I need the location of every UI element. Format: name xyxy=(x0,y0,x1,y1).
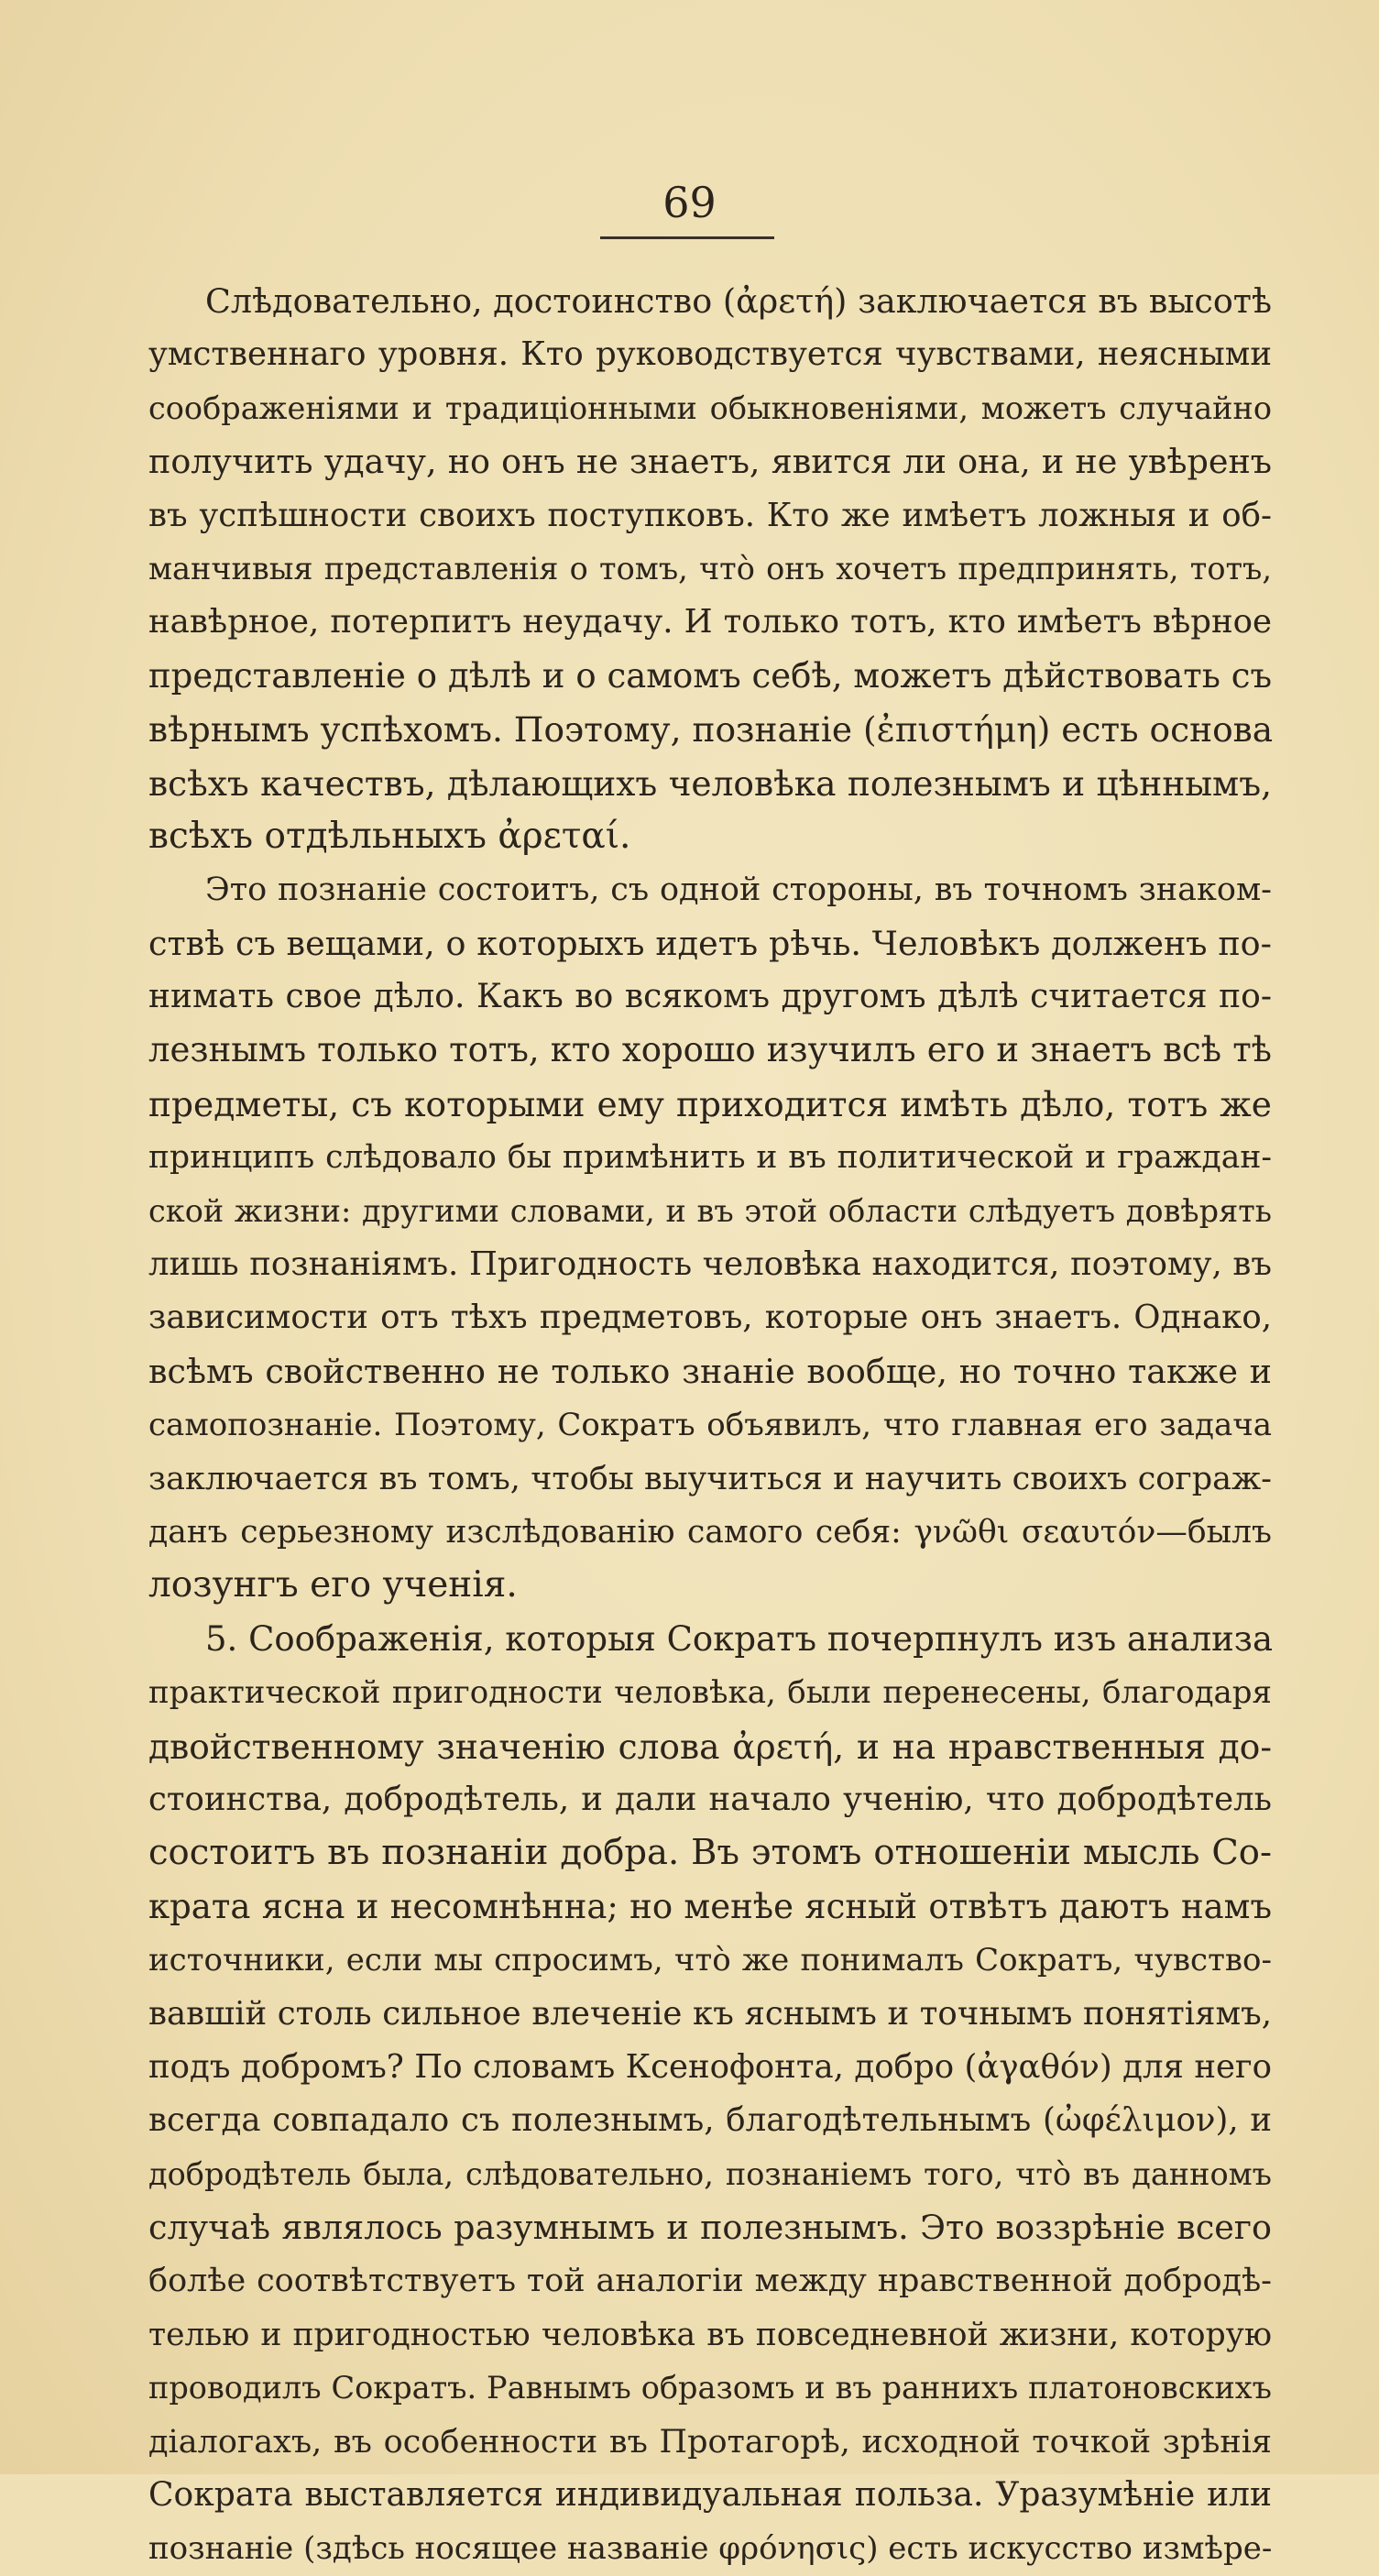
text-line: принципъ слѣдовало бы примѣнить и въ политической и граждан- xyxy=(148,1139,1272,1177)
text-line: представленіе о дѣлѣ и о самомъ себѣ, можетъ дѣйствовать съ xyxy=(148,655,1272,696)
paragraph xyxy=(148,275,1272,863)
text-line: 5. Соображенія, которыя Сократъ почерпнулъ изъ анализа xyxy=(205,1618,1274,1659)
text-line: познаніе (здѣсь носящее названіе φρόνησις) есть искусство измѣре- xyxy=(148,2530,1273,2568)
text-line: умственнаго уровня. Кто руководствуется чувствами, неясными xyxy=(148,335,1272,374)
text-line: болѣе соотвѣтствуетъ той аналогіи между нравственной добродѣ- xyxy=(148,2263,1272,2300)
text-line: всѣхъ качествъ, дѣлающихъ человѣка полезнымъ и цѣннымъ, xyxy=(148,762,1272,804)
text-line: всѣмъ свойственно не только знаніе вообще, но точно также и xyxy=(148,1351,1272,1391)
text-line: въ успѣшности своихъ поступковъ. Кто же имѣетъ ложныя и об- xyxy=(148,496,1272,534)
text-line: стоинства, добродѣтель, и дали начало ученію, что добродѣтель xyxy=(148,1780,1272,1818)
text-line: соображеніями и традиціонными обыкновеніями, можетъ случайно xyxy=(148,389,1272,426)
text-line: Это познаніе состоитъ, съ одной стороны, въ точномъ знаком- xyxy=(205,871,1272,909)
text-line: вѣрнымъ успѣхомъ. Поэтому, познаніе (ἐπιστήμη) есть основа xyxy=(148,709,1274,751)
text-line: добродѣтель была, слѣдовательно, познаніемъ того, что̀ въ данномъ xyxy=(148,2155,1272,2192)
text-line: діалогахъ, въ особенности въ Протагорѣ, исходной точкой зрѣнія xyxy=(148,2423,1272,2461)
text-line: зависимости отъ тѣхъ предметовъ, которые онъ знаетъ. Однако, xyxy=(148,1299,1272,1337)
text-line: проводилъ Сократъ. Равнымъ образомъ и въ раннихъ платоновскихъ xyxy=(148,2370,1272,2406)
text-line: состоитъ въ познаніи добра. Въ этомъ отношеніи мысль Со- xyxy=(148,1832,1272,1874)
text-line: подъ добромъ? По словамъ Ксенофонта, добро (ἀγαθόν) для него xyxy=(148,2047,1272,2086)
text-line: практической пригодности человѣка, были перенесены, благодаря xyxy=(148,1674,1272,1712)
text-line: заключается въ томъ, чтобы выучиться и научить своихъ сограж- xyxy=(148,1460,1272,1497)
paragraph xyxy=(148,863,1272,1612)
page-text xyxy=(148,275,1272,2576)
text-line: получить удачу, но онъ не знаетъ, явится ли она, и не увѣренъ xyxy=(148,442,1272,482)
text-line: всѣхъ отдѣльныхъ ἀρεταί. xyxy=(148,815,631,857)
page-number: 69 xyxy=(662,178,717,227)
text-line: навѣрное, потерпитъ неудачу. И только тотъ, кто имѣетъ вѣрное xyxy=(148,603,1272,641)
text-line: лезнымъ только тотъ, кто хорошо изучилъ его и знаетъ всѣ тѣ xyxy=(148,1030,1272,1070)
text-line: источники, если мы спросимъ, что̀ же понималъ Сократъ, чувство- xyxy=(148,1942,1272,1979)
text-line: всегда совпадало съ полезнымъ, благодѣтельнымъ (ὠφέλιμον), и xyxy=(148,2101,1272,2140)
text-line: крата ясна и несомнѣнна; но менѣе ясный отвѣтъ даютъ намъ xyxy=(148,1886,1272,1926)
text-line: лозунгъ его ученія. xyxy=(148,1564,518,1606)
text-line: нимать свое дѣло. Какъ во всякомъ другомъ дѣлѣ считается по- xyxy=(148,978,1272,1016)
text-line: двойственному значенію слова ἀρετή, и на нравственныя до- xyxy=(148,1726,1272,1767)
text-line: ской жизни: другими словами, и въ этой области слѣдуетъ довѣрять xyxy=(148,1192,1272,1229)
paragraph xyxy=(148,1613,1272,2576)
text-line: самопознаніе. Поэтому, Сократъ объявилъ, что главная его задача xyxy=(148,1407,1272,1444)
text-line: лишь познаніямъ. Пригодность человѣка находится, поэтому, въ xyxy=(148,1245,1272,1284)
text-line: ствѣ съ вещами, о которыхъ идетъ рѣчь. Человѣкъ долженъ по- xyxy=(148,923,1272,963)
text-line: предметы, съ которыми ему приходится имѣть дѣло, тотъ же xyxy=(148,1083,1272,1124)
header-rule xyxy=(600,236,774,239)
text-line: телью и пригодностью человѣка въ повседневной жизни, которую xyxy=(148,2316,1272,2353)
text-line: Сократа выставляется индивидуальная польза. Уразумѣніе или xyxy=(148,2476,1272,2515)
text-line: случаѣ являлось разумнымъ и полезнымъ. Это воззрѣніе всего xyxy=(148,2208,1272,2248)
text-line: данъ серьезному изслѣдованію самого себя: γνῶθι σεαυτόν—былъ xyxy=(148,1513,1272,1551)
text-line: Слѣдовательно, достоинство (ἀρετή) заключается въ высотѣ xyxy=(205,281,1272,321)
text-line: манчивыя представленія о томъ, что̀ онъ хочетъ предпринять, тотъ, xyxy=(148,550,1272,586)
text-line: вавшій столь сильное влеченіе къ яснымъ и точнымъ понятіямъ, xyxy=(148,1994,1272,2033)
